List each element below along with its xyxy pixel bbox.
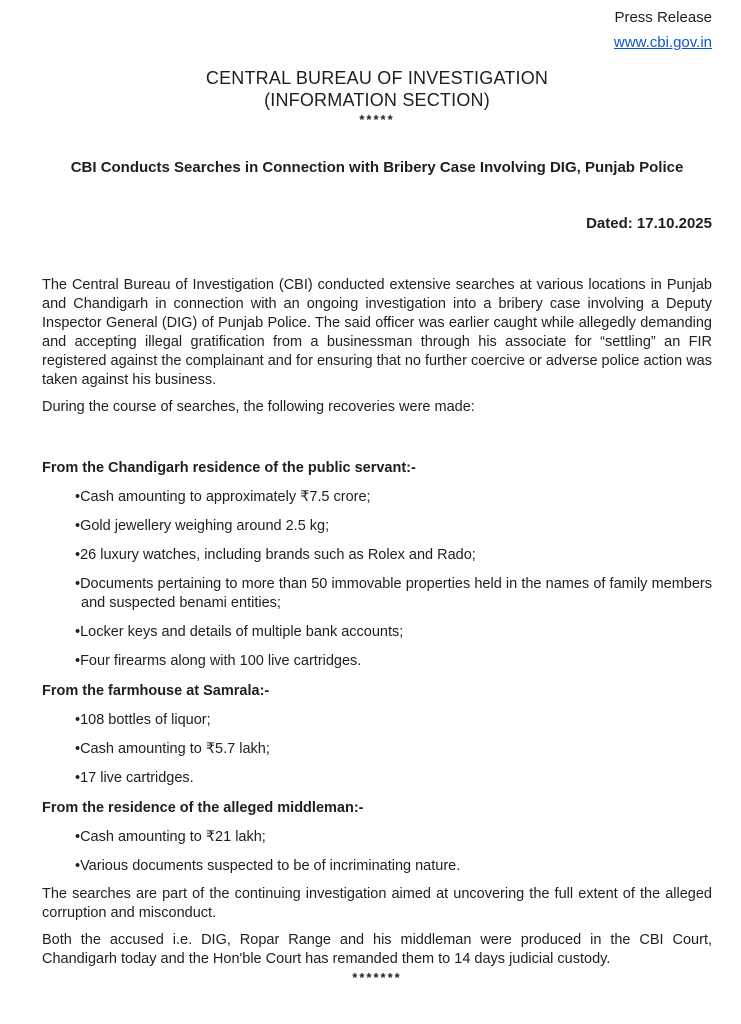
list-item [75, 740, 712, 759]
list-item-text: Documents pertaining to more than 50 immovable properties held in the names of family members and suspected benami entities; [80, 576, 712, 611]
recoveries-intro-paragraph: During the course of searches, the following recoveries were made: [42, 399, 475, 415]
list-item-text: 17 live cartridges. [80, 770, 194, 786]
org-section: (INFORMATION SECTION) [264, 90, 490, 110]
closing-paragraph-investigation: The searches are part of the continuing investigation aimed at uncovering the full extent of the alleged corruption and misconduct. [42, 886, 712, 921]
bullet-marker: • [75, 712, 81, 728]
closing-paragraph-custody: Both the accused i.e. DIG, Ropar Range and his middleman were produced in the CBI Court, Chandigarh today and the Hon'ble Court has remanded them to 14 days judicial custody. [42, 932, 712, 967]
list-item [75, 828, 712, 847]
section-middleman-residence [42, 799, 712, 876]
list-item-text: Cash amounting to ₹5.7 lakh; [80, 741, 270, 757]
org-name: CENTRAL BUREAU OF INVESTIGATION [205, 68, 549, 88]
bullet-marker: • [75, 489, 81, 505]
list-item [75, 711, 712, 730]
bullet-marker: • [75, 829, 81, 845]
list-item-text: Locker keys and details of multiple bank accounts; [80, 624, 404, 640]
list-item-text: Cash amounting to approximately ₹7.5 crore; [80, 489, 371, 505]
dated-line: Dated: 17.10.2025 [586, 215, 712, 232]
bullet-marker: • [75, 858, 81, 874]
list-item [75, 517, 712, 536]
cbi-website-link[interactable]: www.cbi.gov.in [613, 34, 712, 51]
bullet-marker: • [75, 770, 81, 786]
list-item [75, 769, 712, 788]
list-item-text: Cash amounting to ₹21 lakh; [80, 829, 266, 845]
section-farmhouse-samrala [42, 682, 712, 788]
section-chandigarh-residence [42, 459, 712, 671]
list-item [75, 488, 712, 507]
section-heading: From the farmhouse at Samrala:- [42, 683, 270, 699]
list-item-text: Gold jewellery weighing around 2.5 kg; [80, 518, 330, 534]
bullet-marker: • [75, 624, 81, 640]
list-item-text: Four firearms along with 100 live cartridges. [80, 653, 362, 669]
masthead [42, 67, 712, 127]
bullet-marker: • [75, 653, 81, 669]
bullet-marker: • [75, 576, 81, 592]
document-header [42, 5, 712, 55]
list-item [75, 546, 712, 565]
top-separator: ***** [359, 112, 395, 127]
bottom-separator: ******* [352, 970, 402, 985]
bullet-marker: • [75, 518, 81, 534]
section-heading: From the residence of the alleged middleman:- [42, 800, 364, 816]
section-heading: From the Chandigarh residence of the public servant:- [42, 460, 416, 476]
list-item [75, 857, 712, 876]
list-item-text: Various documents suspected to be of incriminating nature. [80, 858, 461, 874]
list-item-text: 26 luxury watches, including brands such as Rolex and Rado; [80, 547, 476, 563]
list-item-text: 108 bottles of liquor; [80, 712, 211, 728]
bullet-marker: • [75, 547, 81, 563]
list-item [75, 623, 712, 642]
press-release-label: Press Release [614, 9, 712, 26]
intro-paragraph: The Central Bureau of Investigation (CBI) conducted extensive searches at various locations in Punjab and Chandigarh in connection with an ongoing investigation into a bribery case involving a Deputy Inspector General (DIG) of Punjab Police. The said officer was earlier caught while allegedly demanding and accepting illegal gratification from a businessman through his associate for “settling” an FIR registered against the complainant and for ensuring that no further coercive or adverse police action was taken against his business. [42, 277, 712, 388]
bullet-marker: • [75, 741, 81, 757]
list-item [75, 575, 712, 613]
list-item [75, 652, 712, 671]
headline: CBI Conducts Searches in Connection with Bribery Case Involving DIG, Punjab Police [70, 159, 684, 176]
